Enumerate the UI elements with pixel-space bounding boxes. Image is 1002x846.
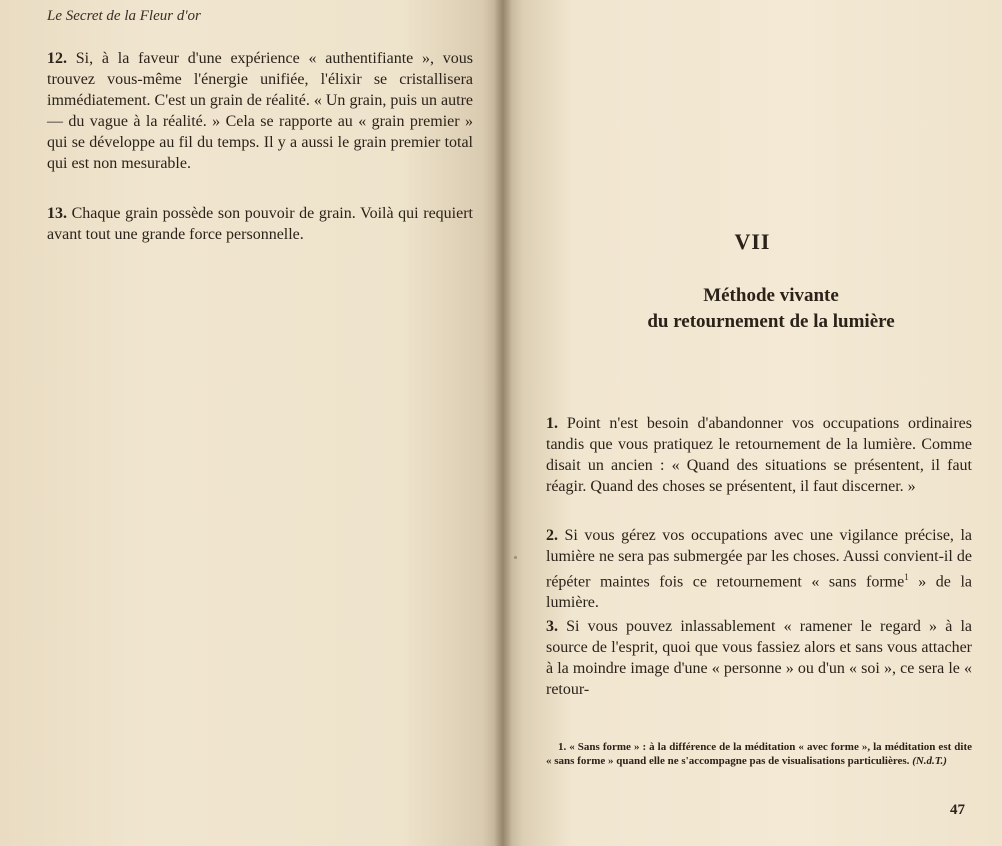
- paragraph-number: 13.: [47, 205, 67, 222]
- page-number: 47: [950, 802, 965, 818]
- paragraph-text: Chaque grain possède son pouvoir de grain. Voilà qui requiert avant tout une grande force personnelle.: [47, 205, 473, 243]
- chapter-title-line-1: Méthode vivante: [703, 285, 839, 306]
- chapter-title-line-2: du retournement de la lumière: [647, 311, 895, 332]
- footnote-ndt: (N.d.T.): [912, 755, 947, 767]
- paragraph-text: Si, à la faveur d'une expérience « authentifiante », vous trouvez vous-même l'énergie unifiée, l'élixir se cristallisera immédiatement. C'est un grain de réalité. « Un grain, puis un autre — du vague à la réalité. » Cela se rapporte au « grain premier » qui se développe au fil du temps. Il y a aussi le grain premier total qui est non mesurable.: [47, 50, 474, 172]
- paragraph-text: Si vous gérez vos occupations avec une vigilance précise, la lumière ne sera pas submergée par les choses. Aussi convient-il de répéter maintes fois ce retournement « sans forme: [546, 527, 973, 591]
- paragraph-1: [546, 413, 972, 497]
- paragraph-12: [47, 48, 473, 174]
- running-head: Le Secret de la Fleur d'or: [47, 8, 201, 24]
- chapter-title: [503, 283, 1002, 335]
- paragraph-number: 2.: [546, 527, 558, 544]
- paragraph-text-continued: » de la lumière.: [546, 573, 972, 612]
- footnote-reference: 1: [904, 572, 909, 582]
- footnote: [546, 740, 972, 768]
- book-gutter: [494, 0, 512, 846]
- paragraph-text: Point n'est besoin d'abandonner vos occupations ordinaires tandis que vous pratiquez le retournement de la lumière. Comme disait un ancien : « Quand des situations se présentent, il faut réagir. Quand des choses se présentent, il faut discerner. »: [546, 415, 973, 495]
- paragraph-2: [546, 525, 972, 613]
- paragraph-3: [546, 616, 972, 700]
- paper-speck: [514, 556, 517, 559]
- paragraph-text: Si vous pouvez inlassablement « ramener le regard » à la source de l'esprit, quoi que vous fassiez alors et sans vous attacher à la moindre image d'une « personne » ou d'un « soi », ce sera le « retour-: [546, 618, 972, 698]
- chapter-number: VII: [734, 229, 771, 254]
- show-through-text: [47, 250, 472, 770]
- paragraph-number: 1.: [546, 415, 558, 432]
- footnote-text: 1. « Sans forme » : à la différence de la méditation « avec forme », la méditation est dite « sans forme » quand elle ne s'accompagne pas de visualisations particulières.: [546, 741, 972, 767]
- paragraph-number: 12.: [47, 50, 67, 67]
- paragraph-number: 3.: [546, 618, 558, 635]
- paragraph-13: [47, 203, 473, 245]
